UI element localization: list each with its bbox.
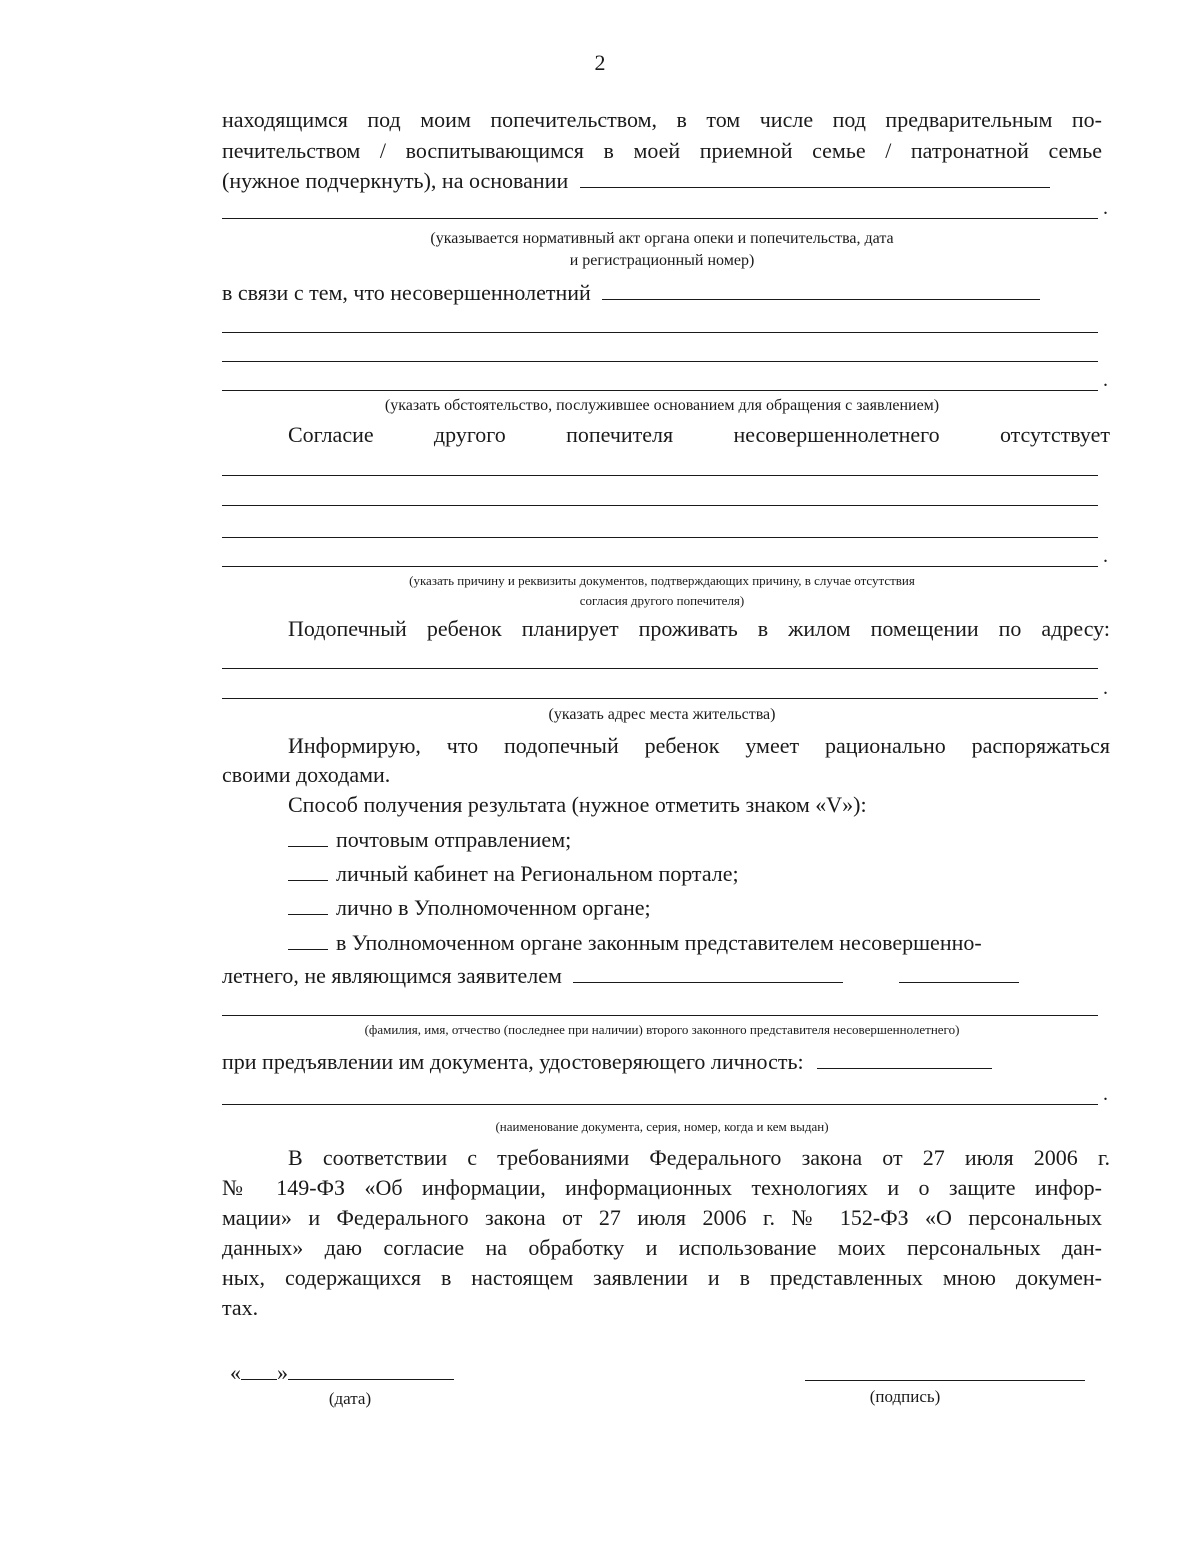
option-post-checkbox[interactable] bbox=[288, 845, 328, 847]
date-day-field[interactable] bbox=[241, 1378, 277, 1380]
date-month-field[interactable] bbox=[288, 1378, 454, 1380]
option-personal bbox=[288, 893, 1168, 923]
address-line: Подопечный ребенок планирует проживать в жилом помещении по адресу: bbox=[288, 616, 1110, 641]
fill-line[interactable] bbox=[222, 537, 1098, 538]
paragraph-line: находящимся под моим попечительством, в том числе под предварительным по- bbox=[222, 107, 1102, 132]
law-line: данных» даю согласие на обработку и использование моих персональных дан- bbox=[222, 1235, 1102, 1260]
caption-rep: (фамилия, имя, отчество (последнее при наличии) второго законного представителя несовершеннолетнего) bbox=[364, 1022, 960, 1037]
consent-line: Согласие другого попечителя несовершеннолетнего отсутствует bbox=[288, 422, 1110, 447]
doc-label: при предъявлении им документа, удостоверяющего личность: bbox=[222, 1049, 804, 1074]
page-number: 2 bbox=[594, 50, 606, 75]
caption-act: (указывается нормативный акт органа опеки и попечительства, дата bbox=[430, 230, 894, 247]
option-rep-line-2 bbox=[222, 961, 1102, 991]
law-line: ных, содержащихся в настоящем заявлении и в представленных мною докумен- bbox=[222, 1265, 1102, 1290]
basis-field[interactable] bbox=[580, 186, 1050, 188]
fill-line[interactable] bbox=[222, 505, 1098, 506]
law-line: тах. bbox=[222, 1295, 259, 1320]
option-portal-checkbox[interactable] bbox=[288, 879, 328, 881]
law-line: В соответствии с требованиями Федерального закона от 27 июля 2006 г. bbox=[288, 1145, 1110, 1170]
option-post bbox=[288, 825, 1168, 855]
date-open-quote: « bbox=[230, 1360, 241, 1385]
fill-line[interactable] bbox=[222, 668, 1098, 669]
caption-consent-2: согласия другого попечителя) bbox=[579, 593, 745, 608]
inform-line: Информирую, что подопечный ребенок умеет рационально распоряжаться bbox=[288, 733, 1110, 758]
caption-act-2: и регистрационный номер) bbox=[569, 252, 755, 269]
basis-label: (нужное подчеркнуть), на основании bbox=[222, 168, 569, 193]
reason-label: в связи с тем, что несовершеннолетний bbox=[222, 280, 591, 305]
caption-reason: (указать обстоятельство, послужившее основанием для обращения с заявлением) bbox=[384, 397, 940, 414]
fill-line[interactable] bbox=[222, 475, 1098, 476]
fill-line[interactable] bbox=[222, 361, 1098, 362]
rep-name-field[interactable] bbox=[573, 981, 843, 983]
fill-line[interactable] bbox=[222, 1015, 1098, 1016]
option-post-label: почтовым отправлением; bbox=[336, 827, 572, 852]
doc-line bbox=[222, 1047, 1102, 1077]
option-personal-checkbox[interactable] bbox=[288, 913, 328, 915]
caption-address: (указать адрес места жительства) bbox=[548, 706, 776, 723]
option-portal bbox=[288, 859, 1168, 889]
signature-caption: (подпись) bbox=[869, 1387, 941, 1406]
fill-line[interactable]: . bbox=[222, 698, 1098, 699]
option-rep bbox=[288, 928, 1110, 958]
option-personal-label: лично в Уполномоченном органе; bbox=[336, 895, 651, 920]
option-rep-checkbox[interactable] bbox=[288, 948, 328, 950]
caption-consent: (указать причину и реквизиты документов, подтверждающих причину, в случае отсутствия bbox=[409, 573, 915, 588]
doc-field[interactable] bbox=[817, 1067, 992, 1069]
reason-field[interactable] bbox=[602, 298, 1040, 300]
law-line: мации» и Федерального закона от 27 июля 2006 г. № 152-ФЗ «О персональных bbox=[222, 1205, 1102, 1230]
fill-line[interactable]: . bbox=[222, 390, 1098, 391]
fill-line[interactable] bbox=[222, 332, 1098, 333]
fill-line[interactable]: . bbox=[222, 218, 1098, 219]
rep-name-field-2[interactable] bbox=[899, 981, 1019, 983]
option-rep-label: в Уполномоченном органе законным представителем несовершенно- bbox=[336, 930, 982, 955]
date-field bbox=[230, 1358, 490, 1388]
date-close-quote: » bbox=[277, 1360, 288, 1385]
date-caption: (дата) bbox=[328, 1389, 372, 1408]
law-line: № 149-ФЗ «Об информации, информационных технологиях и о защите инфор- bbox=[222, 1175, 1102, 1200]
signature-field[interactable] bbox=[805, 1380, 1085, 1381]
paragraph-line: печительством / воспитывающимся в моей приемной семье / патронатной семье bbox=[222, 138, 1102, 163]
reason-line bbox=[222, 278, 1102, 308]
method-title: Способ получения результата (нужное отметить знаком «V»): bbox=[288, 792, 867, 817]
inform-line-2: своими доходами. bbox=[222, 762, 391, 787]
fill-line[interactable]: . bbox=[222, 1104, 1098, 1105]
option-portal-label: личный кабинет на Региональном портале; bbox=[336, 861, 739, 886]
caption-doc: (наименование документа, серия, номер, когда и кем выдан) bbox=[495, 1119, 829, 1134]
basis-line bbox=[222, 166, 1102, 196]
fill-line[interactable]: . bbox=[222, 566, 1098, 567]
option-rep-label-2: летнего, не являющимся заявителем bbox=[222, 963, 562, 988]
